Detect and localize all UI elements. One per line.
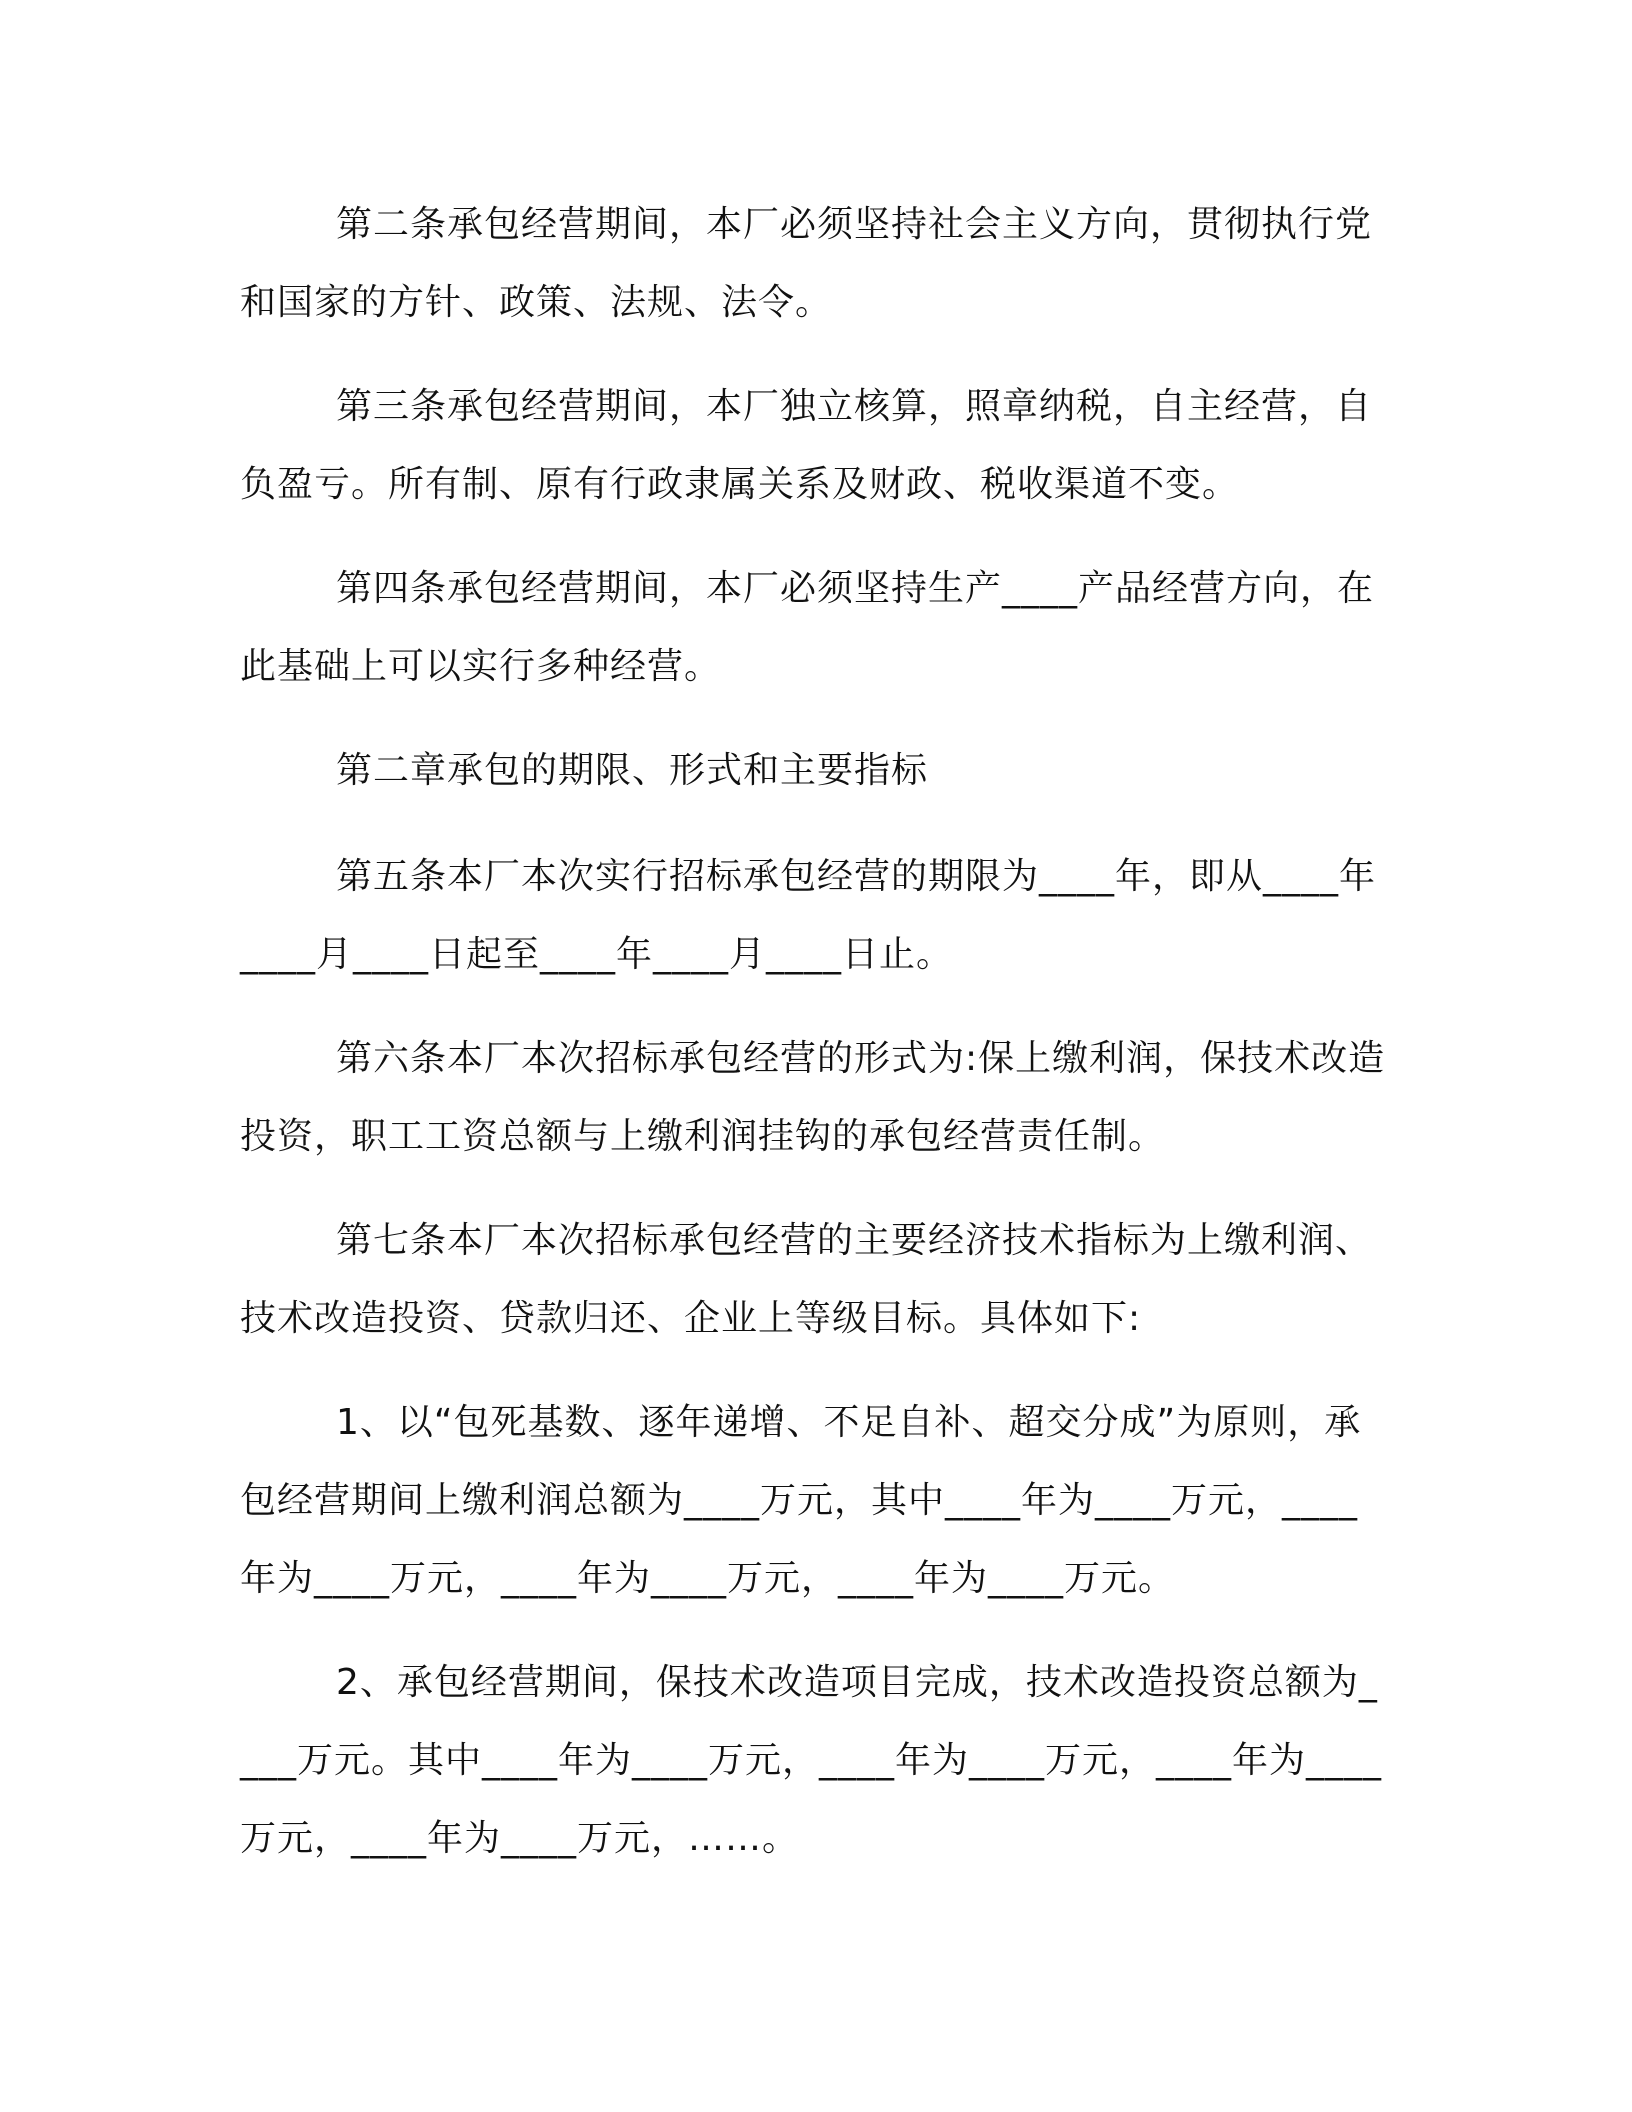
item-1-paragraph: 1、以“包死基数、逐年递增、不足自补、超交分成”为原则，承包经营期间上缴利润总额为____万元，其中____年为____万元，____年为____万元，____年为____万元，____年为____万元。	[240, 1402, 1362, 1599]
article-6-paragraph: 第六条本厂本次招标承包经营的形式为:保上缴利润，保技术改造投资，职工工资总额与上缴利润挂钩的承包经营责任制。	[240, 1038, 1386, 1157]
article-3-paragraph: 第三条承包经营期间，本厂独立核算，照章纳税，自主经营，自负盈亏。所有制、原有行政隶属关系及财政、税收渠道不变。	[240, 386, 1373, 505]
article-5-paragraph: 第五条本厂本次实行招标承包经营的期限为____年，即从____年____月____日起至____年____月____日止。	[240, 856, 1377, 975]
article-4-paragraph: 第四条承包经营期间，本厂必须坚持生产____产品经营方向，在此基础上可以实行多种经营。	[240, 568, 1375, 687]
document-page	[240, 186, 1390, 1904]
article-2-paragraph: 第二条承包经营期间，本厂必须坚持社会主义方向，贯彻执行党和国家的方针、政策、法规、法令。	[240, 204, 1373, 323]
article-7-paragraph: 第七条本厂本次招标承包经营的主要经济技术指标为上缴利润、技术改造投资、贷款归还、企业上等级目标。具体如下:	[240, 1220, 1373, 1339]
chapter-2-heading: 第二章承包的期限、形式和主要指标	[336, 750, 929, 791]
item-2-paragraph: 2、承包经营期间，保技术改造项目完成，技术改造投资总额为____万元。其中____年为____万元，____年为____万元，____年为____万元，____年为____万元，……。	[240, 1662, 1383, 1859]
